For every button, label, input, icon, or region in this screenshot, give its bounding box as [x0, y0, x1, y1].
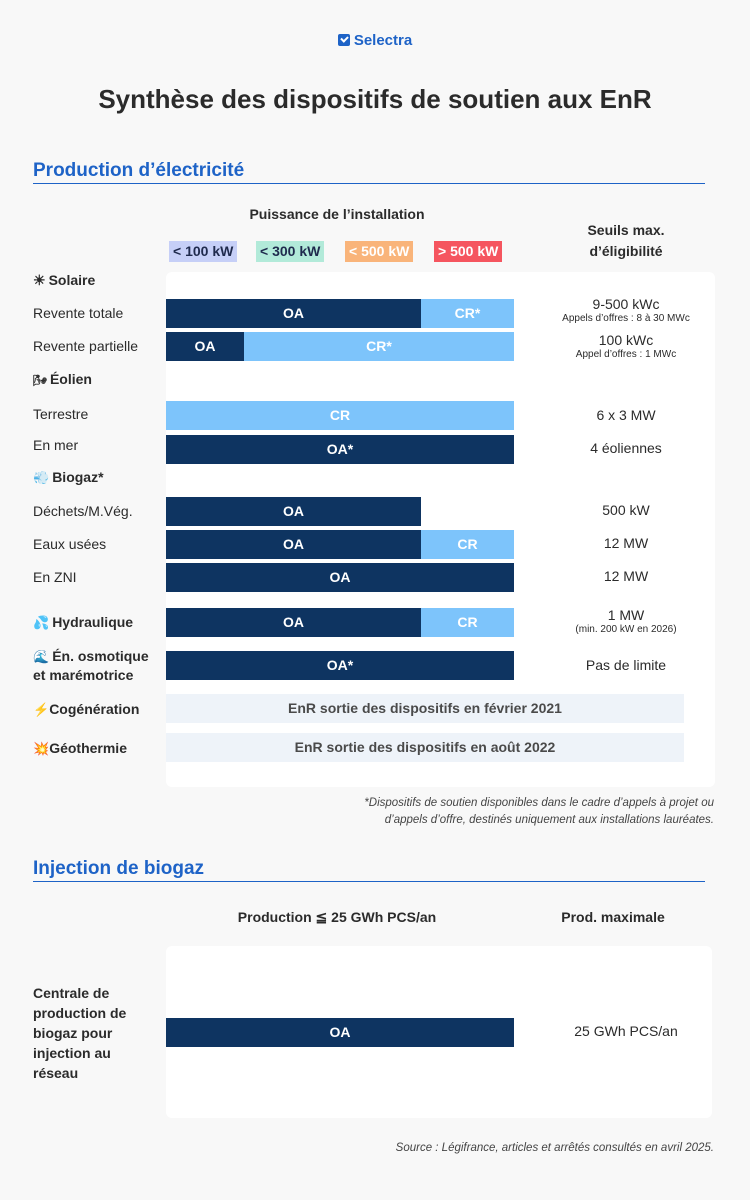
- threshold-dechets: 500 kW: [602, 502, 650, 518]
- section-title-biogaz: Injection de biogaz: [33, 858, 205, 879]
- threshold-osmotique: Pas de limite: [585, 657, 667, 673]
- group-label-line2: et marémotrice: [33, 667, 134, 683]
- group-label-line1: Én. osmotique: [52, 648, 149, 664]
- bar-cr-revente_totale: CR*: [421, 299, 514, 328]
- threshold-value: 100 kWc: [598, 332, 654, 348]
- lightning-icon: ⚡: [33, 702, 50, 717]
- bar-cr-revente_partielle: CR*: [244, 332, 514, 361]
- threshold-hydraulique: [540, 607, 712, 636]
- wind-icon: 🌬: [33, 375, 47, 387]
- group-label-biogaz: [33, 468, 104, 487]
- wind-dash-icon: 💨: [33, 470, 50, 485]
- threshold-note: Appels d’offres : 8 à 30 MWc: [562, 313, 690, 324]
- row-label-en-mer: En mer: [33, 437, 79, 453]
- row-label-revente-totale: Revente totale: [33, 305, 124, 321]
- section-title-electricite: Production d’électricité: [33, 160, 245, 181]
- bar-oa-en_mer: OA*: [166, 435, 514, 464]
- check-logo-icon: [338, 34, 350, 46]
- column-header-threshold: [540, 220, 712, 262]
- column-header-power: Puissance de l’installation: [249, 206, 425, 222]
- group-label-text: Solaire: [48, 272, 96, 288]
- group-label-cogeneration: [33, 700, 139, 719]
- wave-icon: 🌊: [33, 649, 50, 664]
- bar-oa-dechets: OA: [166, 497, 421, 526]
- row-label-terrestre: Terrestre: [33, 406, 89, 422]
- sun-icon: ☀: [33, 272, 46, 288]
- bar-oa-hydraulique: OA: [166, 608, 421, 637]
- row-label-eaux-usees: Eaux usées: [33, 536, 107, 552]
- exit-bar-geothermie: EnR sortie des dispositifs en août 2022: [166, 733, 684, 762]
- row-label-line: injection au: [33, 1045, 111, 1061]
- bar-cr-eaux_usees: CR: [421, 530, 514, 559]
- explosion-icon: 💥: [33, 741, 50, 756]
- group-label-text: Cogénération: [49, 701, 140, 717]
- threshold-terrestre: 6 x 3 MW: [596, 407, 656, 423]
- footnote: [294, 795, 714, 829]
- legend-item-300kw: < 300 kW: [256, 241, 324, 262]
- column-header-production: Production ≦ 25 GWh PCS/an: [237, 909, 437, 925]
- threshold-revente-partielle: [540, 332, 712, 361]
- section-rule: [33, 183, 705, 184]
- row-label-en-zni: En ZNI: [33, 569, 77, 585]
- brand-name: Selectra: [353, 32, 413, 49]
- column-header-max: Prod. maximale: [561, 909, 665, 925]
- group-label-osmotique: [33, 647, 149, 684]
- threshold-header-line2: d’éligibilité: [589, 243, 663, 259]
- group-label-eolien: [33, 370, 92, 390]
- bar-oa-eaux_usees: OA: [166, 530, 421, 559]
- group-label-solaire: [33, 271, 95, 289]
- group-label-hydraulique: [33, 613, 133, 632]
- row-label-revente-partielle: Revente partielle: [33, 338, 139, 354]
- group-label-text: Éolien: [49, 371, 92, 387]
- footnote-line2: d’appels d’offre, destinés uniquement aux installations lauréates.: [384, 814, 714, 826]
- bar-oa-en_zni: OA: [166, 563, 514, 592]
- legend-item-100kw: < 100 kW: [169, 241, 237, 262]
- bar-oa-revente_totale: OA: [166, 299, 421, 328]
- group-label-text: Hydraulique: [52, 614, 134, 630]
- row-label-centrale: [33, 983, 126, 1083]
- threshold-value: 9-500 kWc: [592, 296, 660, 312]
- threshold-biogaz-injection: 25 GWh PCS/an: [574, 1023, 678, 1039]
- exit-bar-cogeneration: EnR sortie des dispositifs en février 2021: [166, 694, 684, 723]
- brand-logo: [0, 32, 750, 49]
- threshold-revente-totale: [540, 296, 712, 325]
- source-note: Source : Légifrance, articles et arrêtés consultés en avril 2025.: [395, 1142, 714, 1154]
- bar-oa-biogaz-injection: OA: [166, 1018, 514, 1047]
- threshold-note: Appel d’offres : 1 MWc: [575, 349, 677, 360]
- threshold-note: (min. 200 kW en 2026): [575, 624, 677, 635]
- row-label-line: production de: [33, 1005, 127, 1021]
- group-label-text: Biogaz*: [52, 469, 104, 485]
- row-label-line: réseau: [33, 1065, 79, 1081]
- section-rule: [33, 881, 705, 882]
- group-label-text: Géothermie: [49, 740, 127, 756]
- row-label-line: biogaz pour: [33, 1025, 113, 1041]
- threshold-en-zni: 12 MW: [603, 568, 649, 584]
- droplets-icon: 💦: [33, 615, 50, 630]
- group-label-geothermie: [33, 739, 127, 758]
- bar-oa-osmotique: OA*: [166, 651, 514, 680]
- threshold-en-mer: 4 éoliennes: [590, 440, 662, 456]
- footnote-line1: *Dispositifs de soutien disponibles dans le cadre d’appels à projet ou: [364, 797, 714, 809]
- threshold-header-line1: Seuils max.: [587, 222, 665, 238]
- bar-cr-hydraulique: CR: [421, 608, 514, 637]
- row-label-dechets: Déchets/M.Vég.: [33, 503, 133, 519]
- bar-oa-revente_partielle: OA: [166, 332, 244, 361]
- legend-item-500kw: < 500 kW: [345, 241, 413, 262]
- threshold-eaux-usees: 12 MW: [603, 535, 649, 551]
- page-title: Synthèse des dispositifs de soutien aux EnR: [98, 84, 652, 114]
- threshold-value: 1 MW: [607, 607, 645, 623]
- legend-item-over-500kw: > 500 kW: [434, 241, 502, 262]
- bar-cr-terrestre: CR: [166, 401, 514, 430]
- row-label-line: Centrale de: [33, 985, 110, 1001]
